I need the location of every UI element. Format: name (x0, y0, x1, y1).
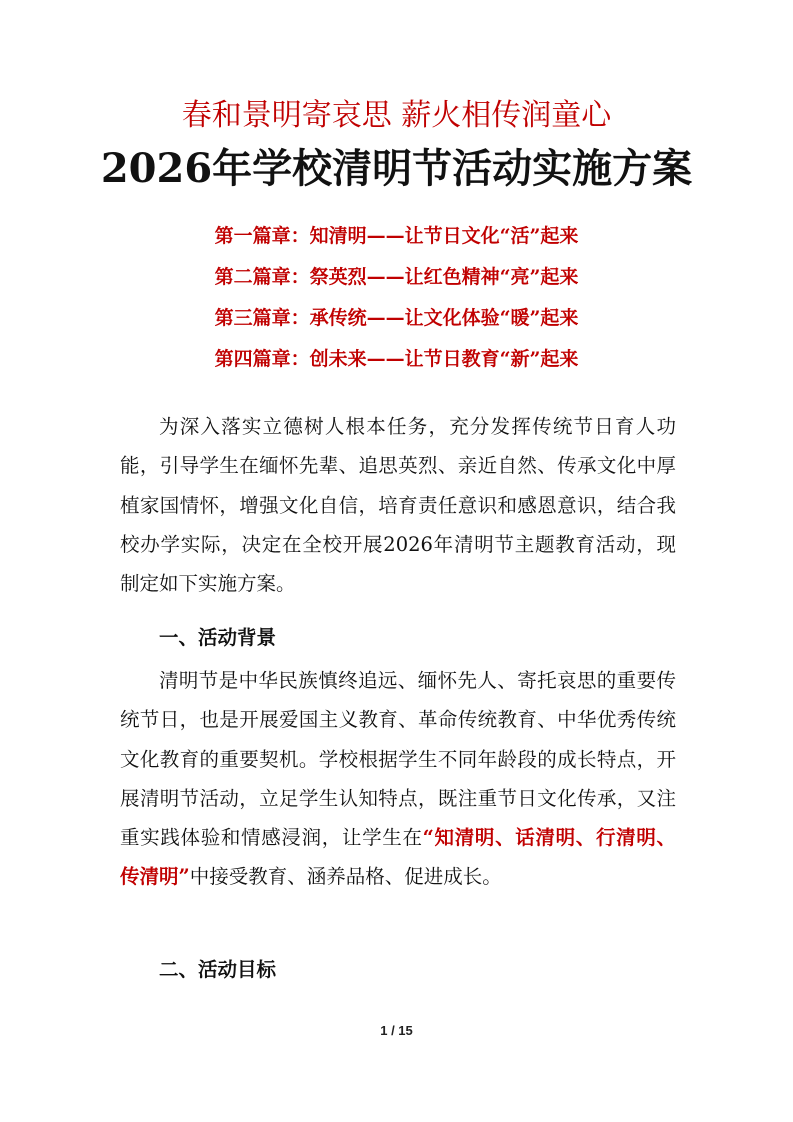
document-subtitle: 春和景明寄哀思 薪火相传润童心 (181, 98, 612, 133)
chapter-item-3: 第三篇章：承传统——让文化体验“暖”起来 (214, 307, 579, 329)
background-paragraph-highlight: “知清明、话清明、行清明、传清明” (120, 826, 676, 889)
chapter-item-1: 第一篇章：知清明——让节日文化“活”起来 (214, 225, 579, 247)
section-heading-goals: 二、活动目标 (159, 958, 277, 981)
section-heading-background: 一、活动背景 (159, 626, 277, 649)
chapter-item-4: 第四篇章：创未来——让节日教育“新”起来 (214, 348, 579, 370)
chapter-list (0, 224, 793, 388)
background-paragraph-text-end: 中接受教育、涵养品格、促进成长。 (189, 865, 502, 889)
page-number: 1 / 15 (380, 1023, 413, 1038)
intro-paragraph: 为深入落实立德树人根本任务，充分发挥传统节日育人功能，引导学生在缅怀先辈、追思英烈、亲近自然、传承文化中厚植家国情怀，增强文化自信，培育责任意识和感恩意识，结合我校办学实际，决定在全校开展2026年清明节主题教育活动，现制定如下实施方案。 (120, 415, 676, 596)
chapter-item-2: 第二篇章：祭英烈——让红色精神“亮”起来 (214, 266, 579, 288)
background-paragraph (120, 661, 676, 897)
background-paragraph-text: 清明节是中华民族慎终追远、缅怀先人、寄托哀思的重要传统节日，也是开展爱国主义教育、革命传统教育、中华优秀传统文化教育的重要契机。学校根据学生不同年龄段的成长特点，开展清明节活动，立足学生认知特点，既注重节日文化传承，又注重实践体验和情感浸润，让学生在 (120, 669, 676, 850)
document-title: 2026年学校清明节活动实施方案 (100, 145, 693, 192)
